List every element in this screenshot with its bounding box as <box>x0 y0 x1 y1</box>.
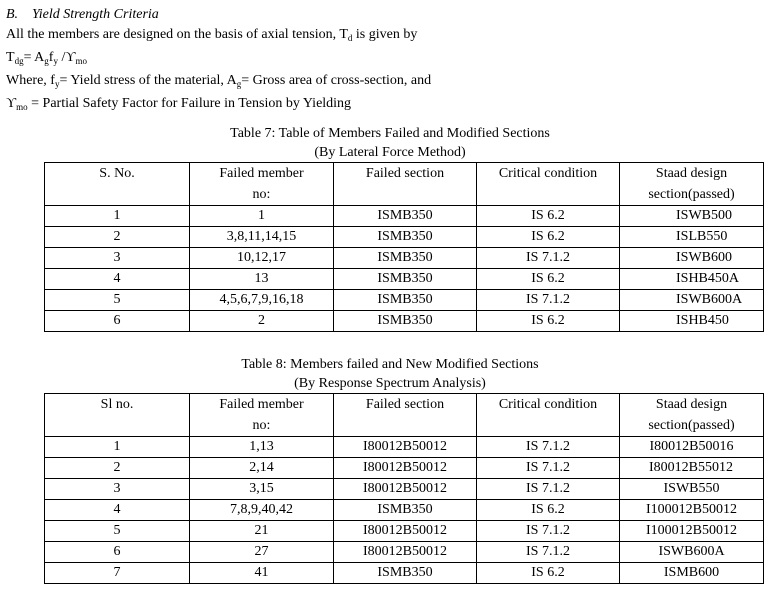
table-cell: 6 <box>45 311 190 332</box>
table-row <box>45 311 764 332</box>
column-header <box>190 163 334 206</box>
header-line: Failed section <box>365 397 445 412</box>
table-row <box>45 500 764 521</box>
table-cell: 2,14 <box>190 458 334 479</box>
header-line: S. No. <box>99 166 135 181</box>
intro-section <box>6 5 431 117</box>
table-cell: ISHB450A <box>620 269 764 290</box>
table-cell: 1 <box>190 206 334 227</box>
table-cell: I100012B50012 <box>620 521 764 542</box>
table-cell: I80012B50012 <box>334 542 477 563</box>
table-cell: ISWB500 <box>620 206 764 227</box>
table-row <box>45 206 764 227</box>
table-cell: IS 6.2 <box>477 227 620 248</box>
table-cell: I100012B50012 <box>620 500 764 521</box>
table-row <box>45 542 764 563</box>
table-row <box>45 479 764 500</box>
table-cell: ISHB450 <box>620 311 764 332</box>
column-header <box>620 394 764 437</box>
table-cell: ISMB350 <box>334 206 477 227</box>
column-header <box>477 394 620 437</box>
table8-subcaption: (By Response Spectrum Analysis) <box>294 376 486 391</box>
section-title: Yield Strength Criteria <box>32 7 159 22</box>
table-row <box>45 521 764 542</box>
section-heading <box>6 5 431 25</box>
table-cell: IS 7.1.2 <box>477 248 620 269</box>
table-cell: IS 6.2 <box>477 206 620 227</box>
gamma-line: $ϒ_{mo}$ = Partial Safety Factor for Failure in Tension by Yielding <box>6 96 352 112</box>
table-cell: 21 <box>190 521 334 542</box>
table-cell: IS 7.1.2 <box>477 290 620 311</box>
table-cell: ISMB350 <box>334 311 477 332</box>
table7-caption: Table 7: Table of Members Failed and Modified Sections <box>230 126 550 141</box>
table-cell: 27 <box>190 542 334 563</box>
table-cell: 2 <box>45 458 190 479</box>
table-row <box>45 290 764 311</box>
table-row <box>45 248 764 269</box>
table-cell: ISLB550 <box>620 227 764 248</box>
table-cell: ISMB350 <box>334 248 477 269</box>
table-cell: 1 <box>45 206 190 227</box>
table-row <box>45 563 764 584</box>
header-line: Failed member <box>219 166 304 181</box>
header-line: Critical condition <box>498 166 598 181</box>
header-line: Failed member <box>219 397 304 412</box>
table-cell: I80012B50012 <box>334 437 477 458</box>
table-cell: 4 <box>45 500 190 521</box>
table-row <box>45 437 764 458</box>
table-cell: 3 <box>45 479 190 500</box>
table8 <box>44 393 764 584</box>
table8-caption: Table 8: Members failed and New Modified Sections <box>241 357 539 372</box>
table-cell: IS 7.1.2 <box>477 521 620 542</box>
table-cell: I80012B50012 <box>334 458 477 479</box>
formula-line: $T_{dg}= A_gf_y$ $/ϒ_{mo}$ <box>6 50 87 66</box>
header-line: Failed section <box>365 166 445 181</box>
table-cell: ISMB350 <box>334 227 477 248</box>
table-cell: IS 7.1.2 <box>477 542 620 563</box>
table-cell: ISMB350 <box>334 563 477 584</box>
table-cell: IS 6.2 <box>477 311 620 332</box>
header-line: section(passed) <box>648 418 735 433</box>
table7 <box>44 162 764 332</box>
table-cell: ISMB350 <box>334 500 477 521</box>
table-cell: IS 6.2 <box>477 269 620 290</box>
table-cell: 3 <box>45 248 190 269</box>
column-header <box>334 394 477 437</box>
table-cell: 10,12,17 <box>190 248 334 269</box>
table-cell: 13 <box>190 269 334 290</box>
table-cell: 2 <box>45 227 190 248</box>
table-cell: 3,15 <box>190 479 334 500</box>
table-cell: 1 <box>45 437 190 458</box>
table-row <box>45 458 764 479</box>
where-line: Where, $f_y=$ Yield stress of the material, $A_g=$ Gross area of cross-section, and <box>6 73 432 89</box>
table-header-row <box>45 394 764 437</box>
table-cell: I80012B55012 <box>620 458 764 479</box>
header-line: Staad design <box>655 397 728 412</box>
section-number: B. <box>6 7 19 22</box>
table-cell: IS 6.2 <box>477 563 620 584</box>
table7-subcaption: (By Lateral Force Method) <box>314 145 466 160</box>
header-line: Critical condition <box>498 397 598 412</box>
table-cell: 6 <box>45 542 190 563</box>
table-cell: 5 <box>45 521 190 542</box>
table-cell: 4,5,6,7,9,16,18 <box>190 290 334 311</box>
table-cell: 7,8,9,40,42 <box>190 500 334 521</box>
table-cell: I80012B50016 <box>620 437 764 458</box>
table-cell: IS 7.1.2 <box>477 437 620 458</box>
table-cell: 41 <box>190 563 334 584</box>
table-cell: ISMB350 <box>334 290 477 311</box>
column-header <box>45 394 190 437</box>
table-row <box>45 227 764 248</box>
table-cell: 4 <box>45 269 190 290</box>
table-cell: ISWB600 <box>620 248 764 269</box>
table-cell: I80012B50012 <box>334 479 477 500</box>
header-line: no: <box>252 187 271 202</box>
column-header <box>190 394 334 437</box>
table-cell: ISWB550 <box>620 479 764 500</box>
table-cell: IS 7.1.2 <box>477 479 620 500</box>
table-cell: 1,13 <box>190 437 334 458</box>
table-cell: ISMB350 <box>334 269 477 290</box>
table-cell: I80012B50012 <box>334 521 477 542</box>
table-row <box>45 269 764 290</box>
table-cell: ISWB600A <box>620 290 764 311</box>
table-cell: ISMB600 <box>620 563 764 584</box>
table-cell: 7 <box>45 563 190 584</box>
table-cell: 2 <box>190 311 334 332</box>
table-cell: 3,8,11,14,15 <box>190 227 334 248</box>
table-cell: ISWB600A <box>620 542 764 563</box>
table-header-row <box>45 163 764 206</box>
header-line: section(passed) <box>648 187 735 202</box>
header-line: Staad design <box>655 166 728 181</box>
column-header <box>620 163 764 206</box>
column-header <box>334 163 477 206</box>
intro-line: All the members are designed on the basis of axial tension, $T_d$ is given by <box>6 27 418 43</box>
column-header <box>45 163 190 206</box>
column-header <box>477 163 620 206</box>
table-cell: IS 6.2 <box>477 500 620 521</box>
table-cell: IS 7.1.2 <box>477 458 620 479</box>
table-cell: 5 <box>45 290 190 311</box>
header-line: no: <box>252 418 271 433</box>
header-line: Sl no. <box>100 397 134 412</box>
